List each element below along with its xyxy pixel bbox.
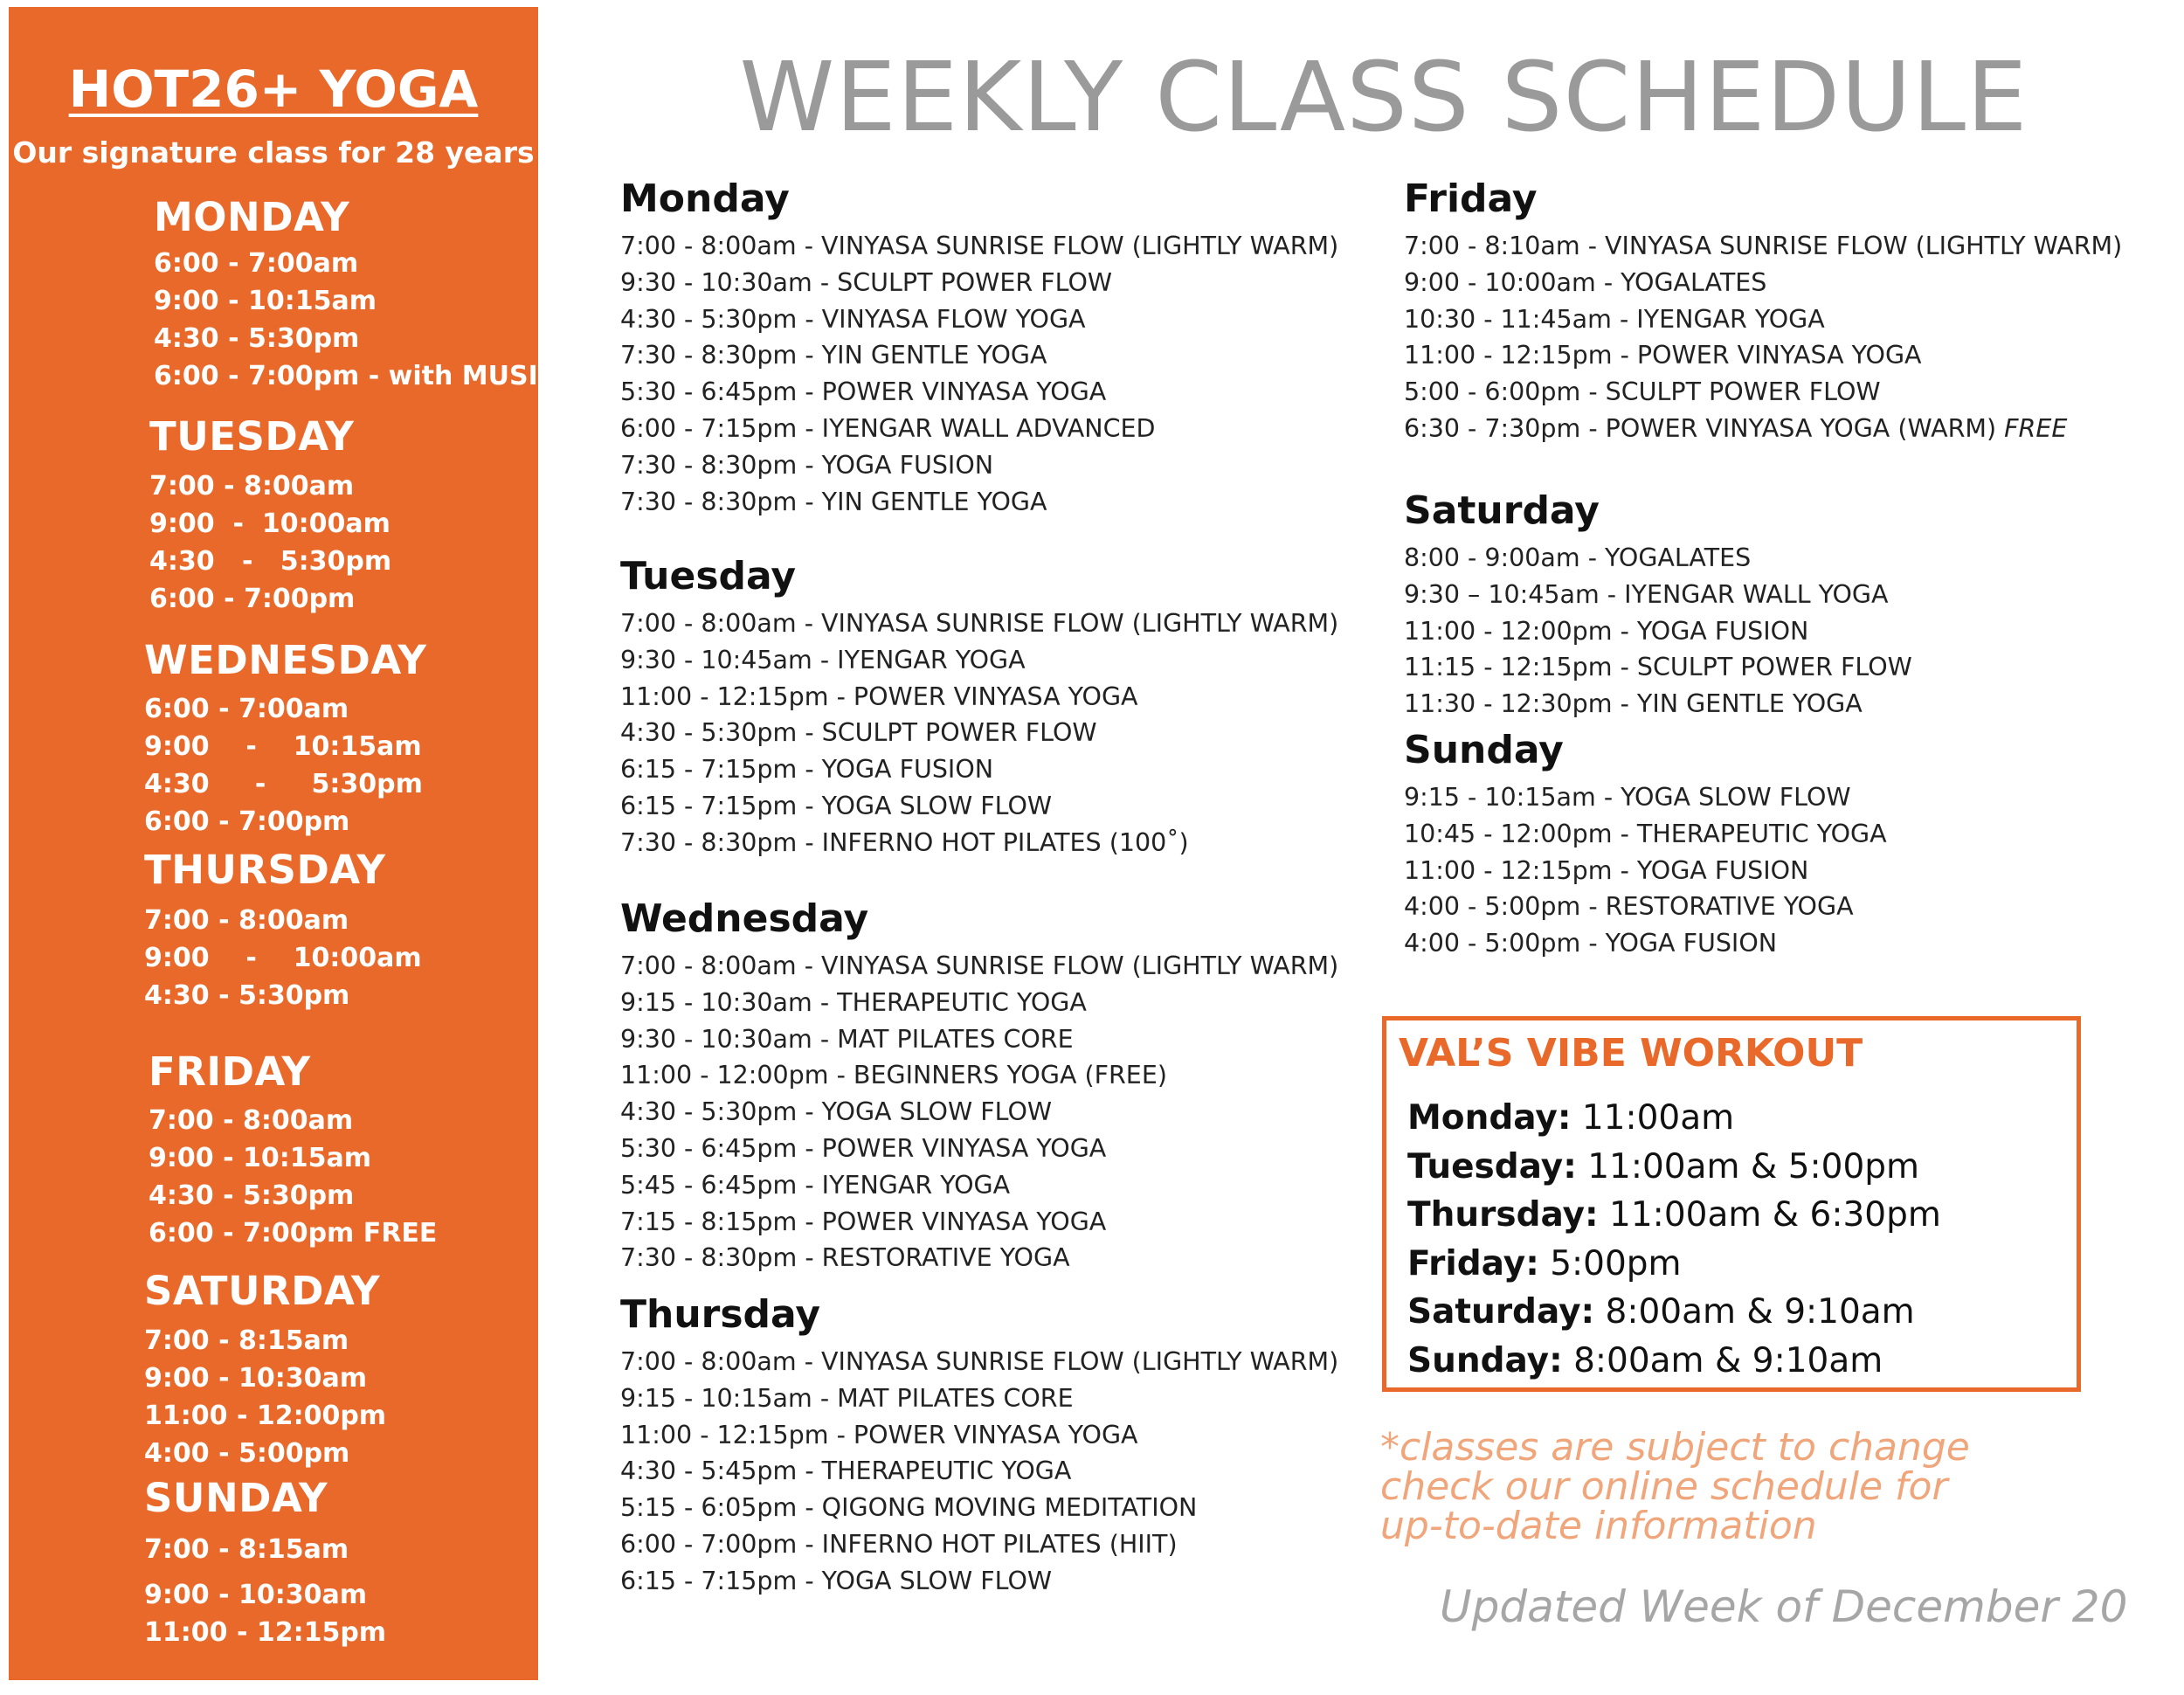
day-heading: Thursday [620,1292,821,1337]
schedule-tuesday [620,555,1338,861]
hot-time: 7:00 - 8:15am [144,1325,349,1356]
class-item-with-note [1404,411,2122,447]
vals-day: Sunday: [1407,1340,1563,1380]
class-item: 11:00 - 12:15pm - POWER VINYASA YOGA [1404,341,1922,370]
class-item: 5:30 - 6:45pm - POWER VINYASA YOGA [620,377,1107,407]
hot-time: 4:30 - 5:30pm [144,980,350,1011]
free-note: FREE [2004,413,2068,443]
hot-time: 9:00 - 10:15am [144,731,422,762]
class-item: 9:15 - 10:15am - MAT PILATES CORE [620,1383,1074,1413]
class-item: 8:00 - 9:00am - YOGALATES [1404,543,1752,572]
day-heading: Sunday [1404,728,1564,772]
disclaimer-line: up-to-date information [1380,1504,1817,1548]
schedule-disclaimer [1380,1425,1970,1548]
hot-times-tuesday [149,467,391,618]
class-item: 4:00 - 5:00pm - YOGA FUSION [1404,929,1778,958]
hot-time: 7:00 - 8:15am [144,1534,349,1565]
class-item: 10:45 - 12:00pm - THERAPEUTIC YOGA [1404,819,1887,848]
class-item: 6:15 - 7:15pm - YOGA SLOW FLOW [620,1566,1053,1595]
class-item: 9:15 - 10:30am - THERAPEUTIC YOGA [620,987,1087,1017]
vals-times: 11:00am & 5:00pm [1587,1146,1920,1186]
class-item: 11:00 - 12:00pm - YOGA FUSION [1404,616,1809,646]
hot-time: 4:30 - 5:30pm [154,323,360,354]
vals-day: Thursday: [1407,1195,1599,1235]
schedule-friday [1404,177,2122,447]
hot-day-saturday: SATURDAY [144,1268,381,1314]
class-item: 11:00 - 12:15pm - POWER VINYASA YOGA [620,681,1138,711]
class-item: 9:00 - 10:00am - YOGALATES [1404,267,1767,297]
class-item: 4:30 - 5:45pm - THERAPEUTIC YOGA [620,1456,1072,1486]
hot-time: 4:30 - 5:30pm [149,1180,355,1211]
vals-vibe-entry [1407,1094,1941,1143]
hot-day-monday: MONDAY [154,194,350,240]
hot-time: 11:00 - 12:00pm [144,1401,387,1431]
class-item: 5:30 - 6:45pm - POWER VINYASA YOGA [620,1133,1107,1163]
hot-time: 11:00 - 12:15pm [144,1617,387,1648]
hot-time: 7:00 - 8:00am [149,1105,354,1136]
hot-time: 6:00 - 7:00pm [144,806,350,837]
class-item: 7:30 - 8:30pm - RESTORATIVE YOGA [620,1243,1070,1273]
class-item: 9:30 – 10:45am - IYENGAR WALL YOGA [1404,579,1889,609]
hot-time: 9:00 - 10:00am [144,943,422,973]
class-item: 5:45 - 6:45pm - IYENGAR YOGA [620,1170,1011,1200]
hot-time: 7:00 - 8:00am [144,905,349,936]
hot-day-sunday: SUNDAY [144,1475,328,1521]
schedule-thursday [620,1293,1338,1600]
hot-times-saturday [144,1322,386,1472]
class-item: 6:00 - 7:15pm - IYENGAR WALL ADVANCED [620,413,1156,443]
class-item: 4:30 - 5:30pm - YOGA SLOW FLOW [620,1097,1053,1127]
hot-day-thursday: THURSDAY [144,847,386,893]
class-item: 6:00 - 7:00pm - INFERNO HOT PILATES (HIIT) [620,1529,1178,1559]
updated-date: Updated Week of December 20 [1440,1581,2128,1632]
vals-vibe-entry [1407,1240,1941,1289]
hot-times-sunday [144,1531,386,1651]
hot-time: 4:30 - 5:30pm [149,546,392,577]
day-heading: Tuesday [620,554,797,598]
hot-time: 9:00 - 10:30am [144,1363,367,1394]
class-item: 9:30 - 10:30am - MAT PILATES CORE [620,1024,1074,1054]
vals-day: Monday: [1407,1098,1572,1138]
hot-day-tuesday: TUESDAY [149,413,355,460]
class-item: 6:15 - 7:15pm - YOGA SLOW FLOW [620,791,1053,820]
class-item: 4:00 - 5:00pm - RESTORATIVE YOGA [1404,892,1854,922]
hot-time: 6:00 - 7:00pm - with MUSIC [154,361,557,391]
vals-vibe-box [1382,1016,2081,1392]
class-item: 7:00 - 8:00am - VINYASA SUNRISE FLOW (LIGHTLY WARM) [620,609,1339,638]
hot-times-friday [149,1102,437,1252]
day-heading: Friday [1404,176,1538,221]
class-text: 6:30 - 7:30pm - POWER VINYASA YOGA (WARM) [1404,413,1997,443]
class-item: 11:30 - 12:30pm - YIN GENTLE YOGA [1404,689,1863,719]
page-title: WEEKLY CLASS SCHEDULE [739,41,2028,153]
vals-vibe-title: VAL’S VIBE WORKOUT [1399,1031,1863,1076]
vals-vibe-entry [1407,1288,1941,1337]
class-item: 7:00 - 8:00am - VINYASA SUNRISE FLOW (LIGHTLY WARM) [620,951,1339,980]
hot-yoga-panel [9,7,557,1680]
class-item: 7:30 - 8:30pm - YIN GENTLE YOGA [620,341,1047,370]
vals-vibe-entry [1407,1191,1941,1240]
disclaimer-line: check our online schedule for [1380,1464,1948,1509]
hot-time: 9:00 - 10:15am [149,1143,371,1173]
class-item: 7:00 - 8:00am - VINYASA SUNRISE FLOW (LIGHTLY WARM) [620,232,1339,260]
schedule-monday [620,177,1338,520]
schedule-saturday [1404,489,1912,723]
vals-vibe-entry [1407,1143,1941,1192]
class-item: 7:00 - 8:00am - VINYASA SUNRISE FLOW (LIGHTLY WARM) [620,1347,1339,1376]
hot-time: 9:00 - 10:15am [154,286,377,316]
day-heading: Wednesday [620,896,869,941]
hot-time: 4:00 - 5:00pm [144,1438,350,1469]
class-item: 5:15 - 6:05pm - QIGONG MOVING MEDITATION [620,1493,1198,1523]
hot-yoga-subtitle: Our signature class for 28 years [12,135,535,170]
class-item: 9:30 - 10:30am - SCULPT POWER FLOW [620,267,1113,297]
class-item: 11:00 - 12:00pm - BEGINNERS YOGA (FREE) [620,1061,1167,1090]
vals-vibe-entry [1407,1337,1941,1386]
class-item: 7:00 - 8:10am - VINYASA SUNRISE FLOW (LIGHTLY WARM) [1404,232,2123,260]
class-item: 11:15 - 12:15pm - SCULPT POWER FLOW [1404,653,1912,682]
disclaimer-line: *classes are subject to change [1380,1425,1970,1470]
schedule-wednesday [620,897,1338,1276]
vals-day: Saturday: [1407,1292,1595,1332]
hot-time: 6:00 - 7:00pm FREE [149,1218,438,1249]
hot-times-monday [154,245,557,395]
vals-times: 8:00am & 9:10am [1573,1340,1883,1380]
schedule-sunday [1404,729,1887,962]
day-heading: Saturday [1404,488,1600,533]
class-item: 7:15 - 8:15pm - POWER VINYASA YOGA [620,1207,1107,1236]
hot-time: 6:00 - 7:00am [154,248,359,279]
hot-time: 9:00 - 10:00am [149,508,390,539]
vals-times: 5:00pm [1550,1243,1682,1283]
hot-times-wednesday [144,690,423,841]
hot-day-wednesday: WEDNESDAY [144,637,427,683]
hot-time: 6:00 - 7:00pm [149,584,356,614]
hot-day-friday: FRIDAY [149,1048,311,1095]
class-item: 9:30 - 10:45am - IYENGAR YOGA [620,645,1026,675]
class-item: 10:30 - 11:45am - IYENGAR YOGA [1404,304,1825,334]
vals-times: 8:00am & 9:10am [1605,1292,1915,1332]
class-item: 5:00 - 6:00pm - SCULPT POWER FLOW [1404,377,1881,407]
class-item: 6:15 - 7:15pm - YOGA FUSION [620,755,994,785]
vals-times: 11:00am & 6:30pm [1609,1195,1941,1235]
hot-time: 9:00 - 10:30am [144,1580,367,1610]
hot-times-thursday [144,902,422,1014]
class-item: 7:30 - 8:30pm - INFERNO HOT PILATES (100˚) [620,827,1189,857]
class-item: 11:00 - 12:15pm - YOGA FUSION [1404,855,1809,885]
vals-times: 11:00am [1581,1098,1735,1138]
class-item: 11:00 - 12:15pm - POWER VINYASA YOGA [620,1420,1138,1449]
vals-day: Friday: [1407,1243,1539,1283]
class-item: 4:30 - 5:30pm - VINYASA FLOW YOGA [620,304,1086,334]
vals-day: Tuesday: [1407,1146,1577,1186]
hot-time: 6:00 - 7:00am [144,694,349,724]
hot-time: 7:00 - 8:00am [149,471,355,502]
day-heading: Monday [620,176,790,221]
class-item: 9:15 - 10:15am - YOGA SLOW FLOW [1404,783,1851,812]
vals-vibe-list [1407,1094,1941,1385]
class-item: 4:30 - 5:30pm - SCULPT POWER FLOW [620,718,1097,748]
class-item: 7:30 - 8:30pm - YOGA FUSION [620,450,994,480]
class-item: 7:30 - 8:30pm - YIN GENTLE YOGA [620,487,1047,516]
hot-time: 4:30 - 5:30pm [144,769,423,799]
hot-yoga-title: HOT26+ YOGA [68,59,479,119]
